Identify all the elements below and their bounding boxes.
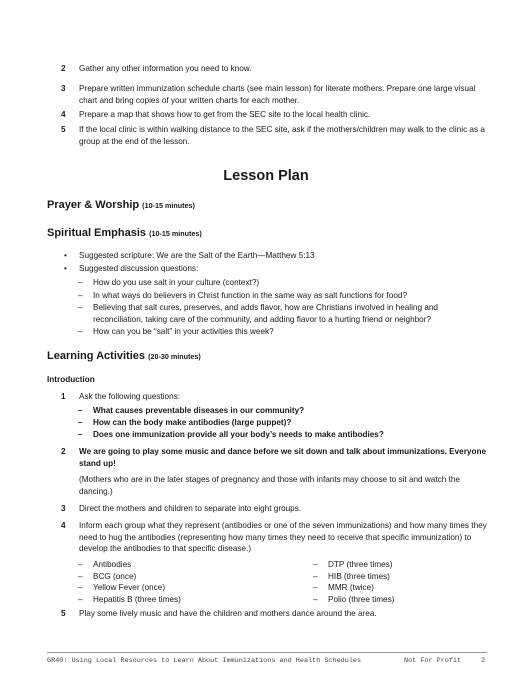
- learning-duration: (20-30 minutes): [148, 352, 201, 361]
- group-label: DTP (three times): [328, 560, 393, 569]
- intro-item-text: Play some lively music and have the children and mothers dance around the area.: [79, 609, 377, 618]
- spiritual-duration: (10-15 minutes): [149, 229, 202, 238]
- dash-icon: –: [313, 594, 318, 604]
- intro-item-text: Ask the following questions:: [79, 392, 181, 401]
- intro-item-text: We are going to play some music and dance before we sit down and talk about immunizations. Everyone stand up!: [79, 447, 487, 468]
- group-label: MMR (twice): [328, 583, 374, 592]
- dash-icon: –: [78, 418, 83, 427]
- prep-item-text: Prepare written immunization schedule charts (see main lesson) for literate mothers. Prepare one large visual chart and bring copies of your written charts for each mother.: [79, 84, 476, 105]
- introduction-heading: Introduction: [47, 375, 95, 384]
- question-text: How do you use salt in your culture (context?): [93, 278, 260, 287]
- bullet-icon: •: [64, 251, 67, 260]
- learning-title: Learning Activities: [47, 350, 146, 362]
- dash-icon: –: [78, 583, 83, 592]
- group-label: Polio (three times): [328, 594, 395, 604]
- prayer-duration: (10-15 minutes): [142, 201, 195, 210]
- dash-icon: –: [78, 278, 83, 287]
- group-label: Antibodies: [93, 560, 132, 569]
- intro-item-number: 3: [61, 504, 66, 513]
- intro-item-number: 5: [61, 609, 66, 618]
- learning-heading: [47, 350, 201, 362]
- question-text: Believing that salt cures, preserves, and adds flavor, how are Christians involved in healing and reconciliation, taking care of the community, and adding flavor to a hurting friend or neighbor?: [93, 303, 438, 324]
- groups-left-column: [78, 559, 298, 607]
- question-text: What causes preventable diseases in our community?: [93, 406, 305, 415]
- dash-icon: –: [78, 594, 83, 604]
- footer-page-number: 2: [481, 657, 486, 665]
- group-label: Hepatitis B (three times): [93, 594, 181, 604]
- intro-item-note: (Mothers who are in the later stages of pregnancy and those with infants may choose to sit and watch the dancing.): [79, 475, 460, 496]
- question-text: How can the body make antibodies (large puppet)?: [93, 418, 292, 427]
- group-label: BCG (once): [93, 571, 137, 581]
- dash-icon: –: [313, 560, 318, 569]
- intro-item-number: 4: [61, 521, 66, 530]
- question-text: How can you be “salt” in your activities this week?: [93, 327, 274, 336]
- dash-icon: –: [78, 430, 83, 439]
- intro-item-number: 1: [61, 392, 66, 401]
- prep-item-number: 5: [61, 125, 66, 134]
- dash-icon: –: [78, 303, 83, 312]
- dash-icon: –: [78, 327, 83, 336]
- intro-item-text: Inform each group what they represent (antibodies or one of the seven immunizations) and how many times they need to hug the antibodies (representing how many times they need to receive that specific immunization) to develop the antibodies to that specific disease.): [79, 521, 487, 553]
- prayer-heading: [47, 199, 195, 211]
- prep-item-number: 4: [61, 110, 66, 119]
- lesson-plan-title: Lesson Plan: [223, 168, 309, 184]
- intro-item-number: 2: [61, 447, 66, 456]
- footer-license: Not For Profit: [404, 657, 462, 665]
- group-label: Yellow Fever (once): [93, 583, 166, 592]
- dash-icon: –: [313, 571, 318, 581]
- bullet-icon: •: [64, 264, 67, 273]
- question-text: In what ways do believers in Christ function in the same way as salt functions for food?: [93, 291, 408, 300]
- prep-item-text: If the local clinic is within walking distance to the SEC site, ask if the mothers/children may walk to the clinic as a group at the end of the lesson.: [79, 125, 485, 146]
- question-text: Does one immunization provide all your body’s needs to make antibodies?: [93, 430, 384, 439]
- dash-icon: –: [78, 406, 83, 415]
- prayer-title: Prayer & Worship: [47, 199, 140, 211]
- dash-icon: –: [78, 291, 83, 300]
- groups-right-column: [313, 559, 483, 607]
- bullet-text: Suggested discussion questions:: [79, 264, 199, 273]
- intro-item-text: Direct the mothers and children to separate into eight groups.: [79, 504, 302, 513]
- spiritual-title: Spiritual Emphasis: [47, 227, 147, 239]
- prep-item-text: Prepare a map that shows how to get from the SEC site to the local health clinic.: [79, 110, 371, 119]
- prep-item-number: 2: [61, 64, 66, 73]
- prep-item-number: 3: [61, 84, 66, 93]
- dash-icon: –: [313, 583, 318, 592]
- footer-divider: [47, 652, 487, 653]
- footer-title: GR40: Using Local Resources to Learn About Immunizations and Health Schedules: [47, 657, 362, 665]
- prep-item-text: Gather any other information you need to know.: [79, 64, 252, 73]
- spiritual-heading: [47, 227, 202, 239]
- dash-icon: –: [78, 560, 83, 569]
- group-label: HIB (three times): [328, 571, 390, 581]
- bullet-text: Suggested scripture: We are the Salt of the Earth—Matthew 5:13: [79, 251, 315, 260]
- dash-icon: –: [78, 571, 83, 581]
